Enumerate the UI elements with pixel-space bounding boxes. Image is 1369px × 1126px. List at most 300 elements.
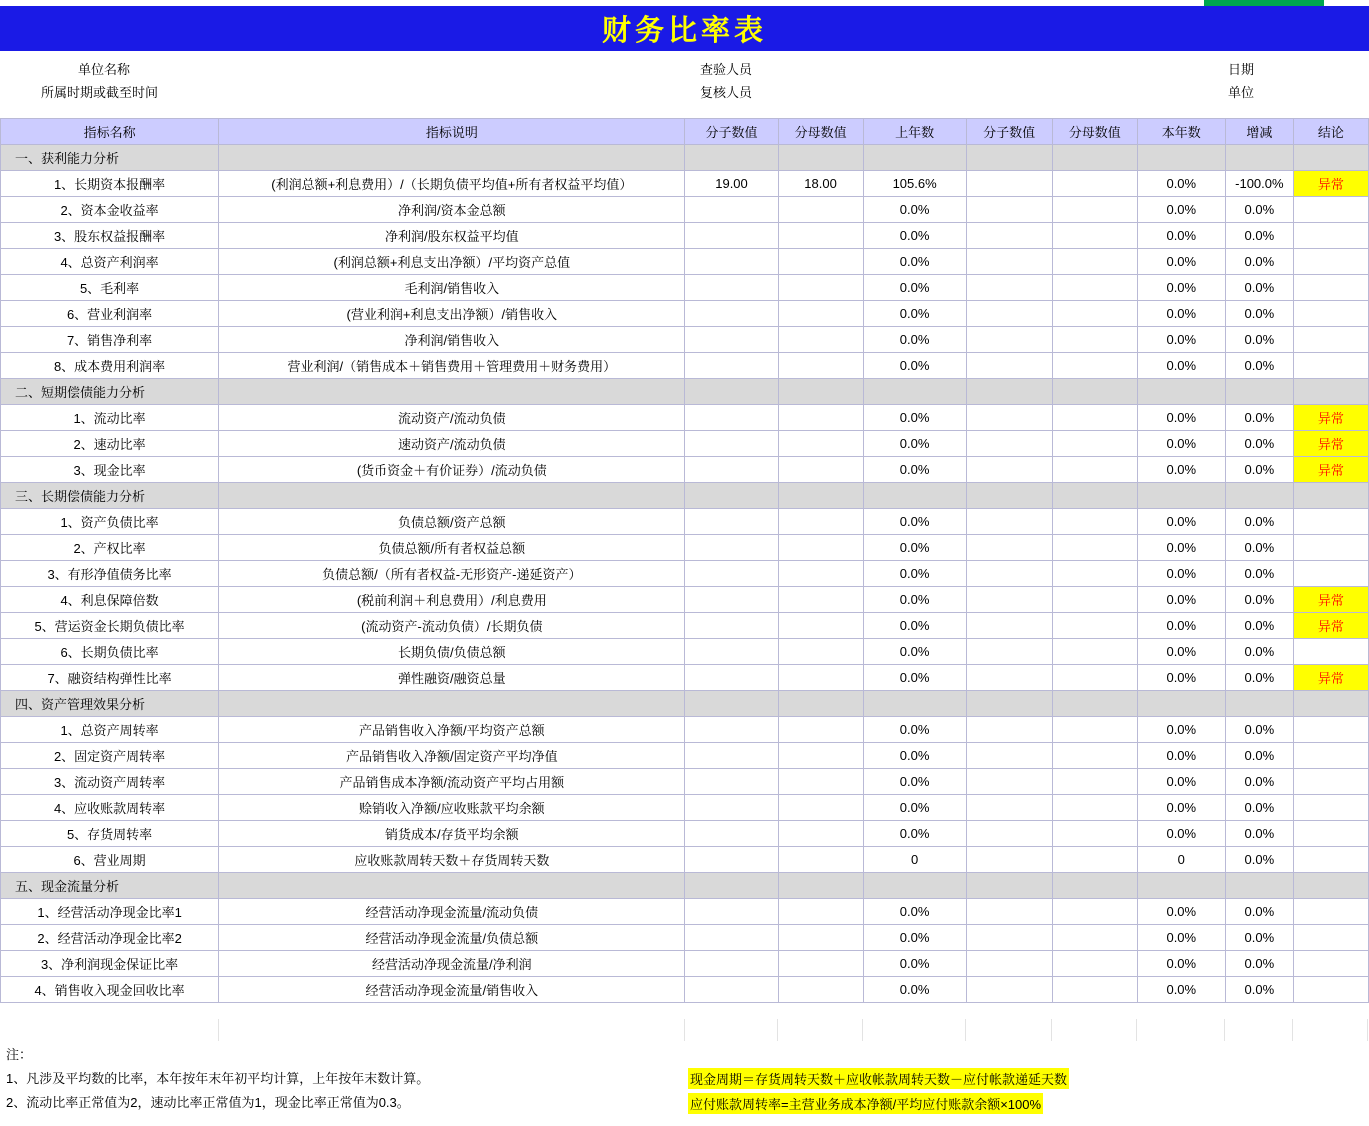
- change-value: 0.0%: [1225, 561, 1293, 587]
- table-row: [1, 743, 1369, 769]
- current-year-value: 0.0%: [1137, 795, 1225, 821]
- denominator-prev: [778, 821, 863, 847]
- current-year-value: 0.0%: [1137, 197, 1225, 223]
- denominator-prev: [778, 743, 863, 769]
- numerator-prev: [685, 535, 778, 561]
- current-year-value: 0.0%: [1137, 665, 1225, 691]
- numerator-prev: [685, 613, 778, 639]
- indicator-name: 3、现金比率: [1, 457, 219, 483]
- numerator-prev: [685, 925, 778, 951]
- current-year-value: 0.0%: [1137, 353, 1225, 379]
- meta-inspector-label: 查验人员: [700, 62, 753, 77]
- indicator-formula: (流动资产-流动负债）/长期负债: [219, 613, 685, 639]
- indicator-name: 5、营运资金长期负债比率: [1, 613, 219, 639]
- current-year-value: 0.0%: [1137, 171, 1225, 197]
- numerator-curr: [966, 977, 1052, 1003]
- denominator-prev: [778, 665, 863, 691]
- change-value: 0.0%: [1225, 743, 1293, 769]
- section-blank-cell: [1052, 145, 1137, 171]
- indicator-formula: 营业利润/（销售成本＋销售费用＋管理费用＋财务费用）: [219, 353, 685, 379]
- numerator-prev: [685, 665, 778, 691]
- indicator-name: 4、应收账款周转率: [1, 795, 219, 821]
- section-blank-cell: [778, 691, 863, 717]
- table-row: [1, 223, 1369, 249]
- numerator-prev: [685, 769, 778, 795]
- section-blank-cell: [685, 379, 778, 405]
- indicator-name: 1、经营活动净现金比率1: [1, 899, 219, 925]
- indicator-formula: (利润总额+利息支出净额）/平均资产总值: [219, 249, 685, 275]
- section-title: 三、长期偿债能力分析: [1, 483, 219, 509]
- financial-ratio-table: [0, 118, 1369, 1003]
- section-blank-cell: [219, 873, 685, 899]
- denominator-curr: [1052, 353, 1137, 379]
- numerator-prev: [685, 249, 778, 275]
- indicator-name: 2、速动比率: [1, 431, 219, 457]
- denominator-curr: [1052, 587, 1137, 613]
- table-row: [1, 769, 1369, 795]
- numerator-curr: [966, 587, 1052, 613]
- numerator-curr: [966, 197, 1052, 223]
- section-blank-cell: [219, 691, 685, 717]
- table-row: [1, 821, 1369, 847]
- current-year-value: 0.0%: [1137, 457, 1225, 483]
- prev-year-value: 0.0%: [863, 743, 966, 769]
- indicator-formula: 赊销收入净额/应收账款平均余额: [219, 795, 685, 821]
- change-value: 0.0%: [1225, 665, 1293, 691]
- prev-year-value: 0.0%: [863, 899, 966, 925]
- indicator-formula: 应收账款周转天数＋存货周转天数: [219, 847, 685, 873]
- table-row: [1, 171, 1369, 197]
- indicator-name: 2、资本金收益率: [1, 197, 219, 223]
- prev-year-value: 0.0%: [863, 405, 966, 431]
- indicator-name: 6、长期负债比率: [1, 639, 219, 665]
- section-blank-cell: [1225, 691, 1293, 717]
- denominator-prev: [778, 535, 863, 561]
- indicator-name: 5、毛利率: [1, 275, 219, 301]
- change-value: 0.0%: [1225, 353, 1293, 379]
- indicator-formula: 净利润/股东权益平均值: [219, 223, 685, 249]
- change-value: 0.0%: [1225, 587, 1293, 613]
- section-blank-cell: [1293, 691, 1368, 717]
- table-row: [1, 249, 1369, 275]
- conclusion: [1293, 899, 1368, 925]
- change-value: 0.0%: [1225, 327, 1293, 353]
- conclusion: 异常: [1293, 457, 1368, 483]
- current-year-value: 0.0%: [1137, 561, 1225, 587]
- prev-year-value: 0.0%: [863, 613, 966, 639]
- table-section-row: [1, 873, 1369, 899]
- section-blank-cell: [778, 379, 863, 405]
- numerator-prev: [685, 275, 778, 301]
- numerator-prev: [685, 951, 778, 977]
- denominator-prev: [778, 509, 863, 535]
- table-row: [1, 275, 1369, 301]
- prev-year-value: 0.0%: [863, 535, 966, 561]
- numerator-prev: [685, 405, 778, 431]
- section-title: 四、资产管理效果分析: [1, 691, 219, 717]
- prev-year-value: 0.0%: [863, 275, 966, 301]
- numerator-prev: [685, 717, 778, 743]
- section-blank-cell: [1225, 873, 1293, 899]
- indicator-name: 2、固定资产周转率: [1, 743, 219, 769]
- table-section-row: [1, 379, 1369, 405]
- lower-grid-lines: [0, 1019, 1369, 1041]
- conclusion: 异常: [1293, 171, 1368, 197]
- header-row: [1, 119, 1369, 145]
- numerator-curr: [966, 223, 1052, 249]
- numerator-curr: [966, 353, 1052, 379]
- numerator-prev: [685, 795, 778, 821]
- indicator-formula: 经营活动净现金流量/销售收入: [219, 977, 685, 1003]
- denominator-curr: [1052, 431, 1137, 457]
- section-blank-cell: [1225, 483, 1293, 509]
- denominator-prev: [778, 561, 863, 587]
- col-header-7: 本年数: [1137, 119, 1225, 145]
- indicator-formula: 流动资产/流动负债: [219, 405, 685, 431]
- indicator-formula: 长期负债/负债总额: [219, 639, 685, 665]
- conclusion: [1293, 743, 1368, 769]
- numerator-prev: [685, 847, 778, 873]
- prev-year-value: 0.0%: [863, 795, 966, 821]
- indicator-name: 5、存货周转率: [1, 821, 219, 847]
- indicator-formula: (税前利润＋利息费用）/利息费用: [219, 587, 685, 613]
- denominator-curr: [1052, 665, 1137, 691]
- table-row: [1, 405, 1369, 431]
- section-blank-cell: [966, 873, 1052, 899]
- table-row: [1, 197, 1369, 223]
- conclusion: [1293, 301, 1368, 327]
- current-year-value: 0.0%: [1137, 535, 1225, 561]
- meta-unit-name-label: 单位名称: [78, 62, 131, 77]
- table-row: [1, 587, 1369, 613]
- denominator-curr: [1052, 821, 1137, 847]
- conclusion: 异常: [1293, 431, 1368, 457]
- section-blank-cell: [219, 145, 685, 171]
- current-year-value: 0.0%: [1137, 951, 1225, 977]
- section-blank-cell: [863, 483, 966, 509]
- prev-year-value: 0.0%: [863, 769, 966, 795]
- denominator-curr: [1052, 925, 1137, 951]
- conclusion: [1293, 561, 1368, 587]
- section-blank-cell: [1137, 483, 1225, 509]
- denominator-prev: [778, 587, 863, 613]
- conclusion: 异常: [1293, 587, 1368, 613]
- numerator-prev: [685, 223, 778, 249]
- change-value: 0.0%: [1225, 795, 1293, 821]
- indicator-name: 3、净利润现金保证比率: [1, 951, 219, 977]
- current-year-value: 0.0%: [1137, 899, 1225, 925]
- conclusion: [1293, 769, 1368, 795]
- section-blank-cell: [1293, 873, 1368, 899]
- prev-year-value: 0.0%: [863, 509, 966, 535]
- denominator-curr: [1052, 275, 1137, 301]
- current-year-value: 0.0%: [1137, 275, 1225, 301]
- current-year-value: 0.0%: [1137, 613, 1225, 639]
- indicator-name: 6、营业利润率: [1, 301, 219, 327]
- indicator-name: 1、资产负债比率: [1, 509, 219, 535]
- numerator-curr: [966, 847, 1052, 873]
- numerator-curr: [966, 821, 1052, 847]
- change-value: 0.0%: [1225, 535, 1293, 561]
- numerator-curr: [966, 925, 1052, 951]
- numerator-prev: [685, 301, 778, 327]
- change-value: 0.0%: [1225, 821, 1293, 847]
- change-value: 0.0%: [1225, 275, 1293, 301]
- denominator-prev: 18.00: [778, 171, 863, 197]
- meta-period-label: 所属时期或截至时间: [41, 85, 159, 100]
- denominator-prev: [778, 457, 863, 483]
- numerator-prev: 19.00: [685, 171, 778, 197]
- denominator-curr: [1052, 171, 1137, 197]
- numerator-curr: [966, 301, 1052, 327]
- section-blank-cell: [219, 379, 685, 405]
- denominator-prev: [778, 717, 863, 743]
- indicator-formula: 净利润/资本金总额: [219, 197, 685, 223]
- current-year-value: 0: [1137, 847, 1225, 873]
- numerator-curr: [966, 535, 1052, 561]
- indicator-name: 4、销售收入现金回收比率: [1, 977, 219, 1003]
- numerator-curr: [966, 795, 1052, 821]
- conclusion: [1293, 951, 1368, 977]
- denominator-prev: [778, 197, 863, 223]
- numerator-curr: [966, 431, 1052, 457]
- conclusion: [1293, 535, 1368, 561]
- indicator-formula: 产品销售收入净额/平均资产总额: [219, 717, 685, 743]
- section-blank-cell: [685, 873, 778, 899]
- denominator-curr: [1052, 769, 1137, 795]
- indicator-formula: (利润总额+利息费用）/（长期负债平均值+所有者权益平均值）: [219, 171, 685, 197]
- denominator-curr: [1052, 535, 1137, 561]
- conclusion: [1293, 717, 1368, 743]
- section-blank-cell: [1293, 379, 1368, 405]
- numerator-prev: [685, 457, 778, 483]
- meta-row-1: [0, 58, 1369, 81]
- indicator-formula: (营业利润+利息支出净额）/销售收入: [219, 301, 685, 327]
- table-row: [1, 613, 1369, 639]
- current-year-value: 0.0%: [1137, 301, 1225, 327]
- denominator-curr: [1052, 457, 1137, 483]
- numerator-prev: [685, 743, 778, 769]
- col-header-5: 分子数值: [966, 119, 1052, 145]
- denominator-curr: [1052, 639, 1137, 665]
- indicator-name: 7、销售净利率: [1, 327, 219, 353]
- prev-year-value: 0.0%: [863, 457, 966, 483]
- denominator-curr: [1052, 327, 1137, 353]
- prev-year-value: 0.0%: [863, 951, 966, 977]
- denominator-curr: [1052, 197, 1137, 223]
- numerator-curr: [966, 743, 1052, 769]
- table-row: [1, 457, 1369, 483]
- section-blank-cell: [1225, 145, 1293, 171]
- indicator-name: 1、长期资本报酬率: [1, 171, 219, 197]
- change-value: 0.0%: [1225, 249, 1293, 275]
- prev-year-value: 0.0%: [863, 561, 966, 587]
- indicator-formula: 销货成本/存货平均余额: [219, 821, 685, 847]
- denominator-curr: [1052, 561, 1137, 587]
- section-blank-cell: [1137, 691, 1225, 717]
- col-header-6: 分母数值: [1052, 119, 1137, 145]
- indicator-formula: 产品销售收入净额/固定资产平均净值: [219, 743, 685, 769]
- indicator-name: 7、融资结构弹性比率: [1, 665, 219, 691]
- indicator-name: 1、流动比率: [1, 405, 219, 431]
- denominator-curr: [1052, 249, 1137, 275]
- conclusion: 异常: [1293, 613, 1368, 639]
- section-title: 二、短期偿债能力分析: [1, 379, 219, 405]
- prev-year-value: 0.0%: [863, 249, 966, 275]
- current-year-value: 0.0%: [1137, 769, 1225, 795]
- conclusion: [1293, 847, 1368, 873]
- change-value: 0.0%: [1225, 301, 1293, 327]
- prev-year-value: 0.0%: [863, 821, 966, 847]
- indicator-name: 4、总资产利润率: [1, 249, 219, 275]
- section-title: 五、现金流量分析: [1, 873, 219, 899]
- table-row: [1, 431, 1369, 457]
- prev-year-value: 0.0%: [863, 301, 966, 327]
- notes-title: 注：: [6, 1047, 33, 1062]
- note-highlight-cash-cycle: 现金周期＝存货周转天数＋应收帐款周转天数－应付帐款递延天数: [688, 1068, 1069, 1089]
- table-section-row: [1, 691, 1369, 717]
- indicator-formula: 速动资产/流动负债: [219, 431, 685, 457]
- prev-year-value: 0.0%: [863, 977, 966, 1003]
- conclusion: [1293, 223, 1368, 249]
- denominator-curr: [1052, 795, 1137, 821]
- prev-year-value: 105.6%: [863, 171, 966, 197]
- denominator-curr: [1052, 951, 1137, 977]
- conclusion: [1293, 275, 1368, 301]
- section-blank-cell: [1225, 379, 1293, 405]
- section-blank-cell: [685, 483, 778, 509]
- meta-reviewer-label: 复核人员: [700, 85, 753, 100]
- col-header-4: 上年数: [863, 119, 966, 145]
- indicator-formula: 产品销售成本净额/流动资产平均占用额: [219, 769, 685, 795]
- section-blank-cell: [685, 145, 778, 171]
- col-header-2: 分子数值: [685, 119, 778, 145]
- table-row: [1, 717, 1369, 743]
- indicator-formula: 弹性融资/融资总量: [219, 665, 685, 691]
- denominator-curr: [1052, 223, 1137, 249]
- indicator-formula: (货币资金＋有价证券）/流动负债: [219, 457, 685, 483]
- indicator-formula: 负债总额/（所有者权益-无形资产-递延资产）: [219, 561, 685, 587]
- section-blank-cell: [1137, 379, 1225, 405]
- change-value: 0.0%: [1225, 197, 1293, 223]
- numerator-curr: [966, 249, 1052, 275]
- change-value: 0.0%: [1225, 613, 1293, 639]
- numerator-curr: [966, 769, 1052, 795]
- indicator-name: 1、总资产周转率: [1, 717, 219, 743]
- note-highlight-payable-turnover: 应付账款周转率=主营业务成本净额/平均应付账款余额×100%: [688, 1093, 1043, 1114]
- prev-year-value: 0.0%: [863, 665, 966, 691]
- conclusion: [1293, 925, 1368, 951]
- change-value: 0.0%: [1225, 639, 1293, 665]
- section-blank-cell: [966, 145, 1052, 171]
- meta-block: [0, 58, 1369, 108]
- denominator-prev: [778, 431, 863, 457]
- change-value: 0.0%: [1225, 431, 1293, 457]
- denominator-prev: [778, 639, 863, 665]
- prev-year-value: 0.0%: [863, 587, 966, 613]
- indicator-formula: 毛利润/销售收入: [219, 275, 685, 301]
- current-year-value: 0.0%: [1137, 223, 1225, 249]
- numerator-prev: [685, 509, 778, 535]
- section-blank-cell: [1293, 145, 1368, 171]
- change-value: 0.0%: [1225, 457, 1293, 483]
- numerator-prev: [685, 639, 778, 665]
- denominator-prev: [778, 795, 863, 821]
- conclusion: [1293, 977, 1368, 1003]
- current-year-value: 0.0%: [1137, 639, 1225, 665]
- current-year-value: 0.0%: [1137, 977, 1225, 1003]
- table-row: [1, 977, 1369, 1003]
- denominator-curr: [1052, 405, 1137, 431]
- denominator-prev: [778, 899, 863, 925]
- conclusion: 异常: [1293, 665, 1368, 691]
- col-header-3: 分母数值: [778, 119, 863, 145]
- indicator-name: 3、股东权益报酬率: [1, 223, 219, 249]
- conclusion: [1293, 509, 1368, 535]
- table-header: [1, 119, 1369, 145]
- denominator-prev: [778, 353, 863, 379]
- indicator-name: 6、营业周期: [1, 847, 219, 873]
- numerator-curr: [966, 561, 1052, 587]
- section-blank-cell: [1137, 145, 1225, 171]
- prev-year-value: 0.0%: [863, 197, 966, 223]
- current-year-value: 0.0%: [1137, 587, 1225, 613]
- numerator-curr: [966, 717, 1052, 743]
- indicator-name: 2、经营活动净现金比率2: [1, 925, 219, 951]
- section-blank-cell: [778, 873, 863, 899]
- table-row: [1, 535, 1369, 561]
- section-blank-cell: [966, 483, 1052, 509]
- denominator-curr: [1052, 717, 1137, 743]
- indicator-formula: 负债总额/所有者权益总额: [219, 535, 685, 561]
- conclusion: [1293, 795, 1368, 821]
- prev-year-value: 0.0%: [863, 717, 966, 743]
- table-row: [1, 899, 1369, 925]
- table-row: [1, 665, 1369, 691]
- numerator-curr: [966, 171, 1052, 197]
- conclusion: [1293, 197, 1368, 223]
- col-header-8: 增减: [1225, 119, 1293, 145]
- section-blank-cell: [219, 483, 685, 509]
- current-year-value: 0.0%: [1137, 431, 1225, 457]
- prev-year-value: 0.0%: [863, 925, 966, 951]
- prev-year-value: 0.0%: [863, 353, 966, 379]
- change-value: 0.0%: [1225, 951, 1293, 977]
- table-row: [1, 301, 1369, 327]
- change-value: 0.0%: [1225, 847, 1293, 873]
- section-blank-cell: [685, 691, 778, 717]
- meta-date-label: 日期: [1228, 62, 1255, 77]
- denominator-prev: [778, 925, 863, 951]
- section-blank-cell: [863, 691, 966, 717]
- current-year-value: 0.0%: [1137, 405, 1225, 431]
- indicator-name: 4、利息保障倍数: [1, 587, 219, 613]
- denominator-prev: [778, 301, 863, 327]
- section-blank-cell: [1052, 691, 1137, 717]
- numerator-curr: [966, 327, 1052, 353]
- page-title: 财务比率表: [0, 6, 1369, 51]
- section-blank-cell: [778, 145, 863, 171]
- denominator-curr: [1052, 743, 1137, 769]
- indicator-name: 2、产权比率: [1, 535, 219, 561]
- numerator-curr: [966, 613, 1052, 639]
- numerator-curr: [966, 899, 1052, 925]
- numerator-curr: [966, 275, 1052, 301]
- table-section-row: [1, 483, 1369, 509]
- numerator-prev: [685, 353, 778, 379]
- section-blank-cell: [966, 691, 1052, 717]
- conclusion: [1293, 327, 1368, 353]
